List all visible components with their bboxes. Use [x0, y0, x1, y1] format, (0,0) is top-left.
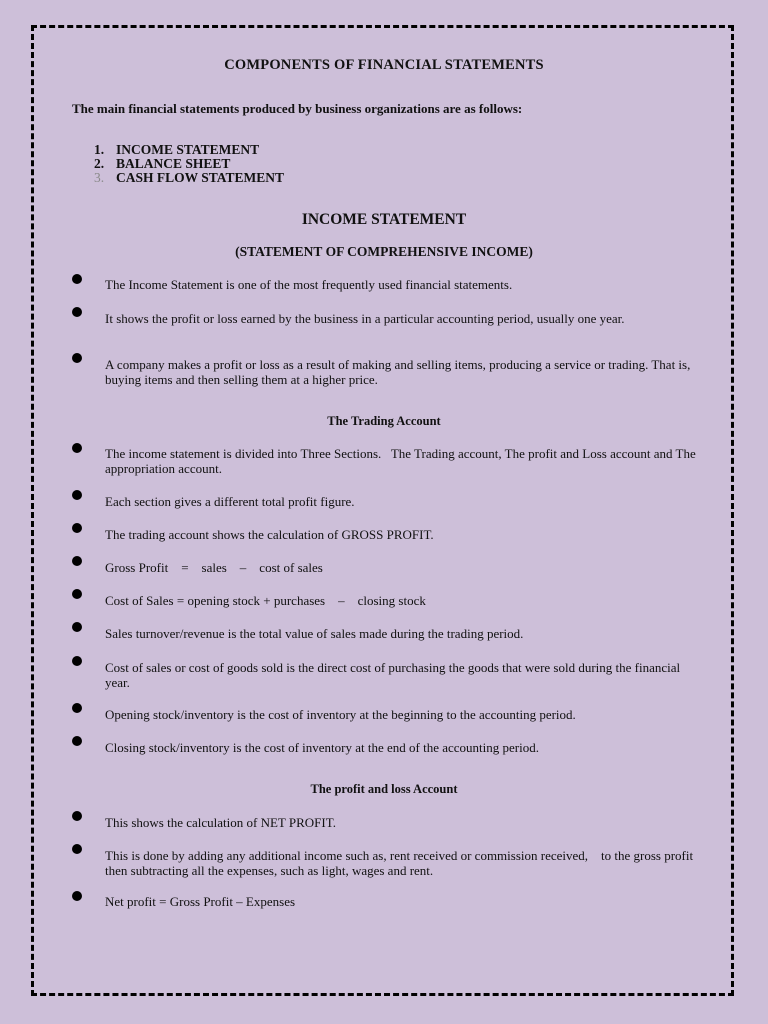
income-bullet-text: A company makes a profit or loss as a result of making and selling items, producing a service or trading. That is, buying items and then selling them at a higher price. — [105, 357, 694, 387]
bullet-icon — [72, 844, 82, 854]
trading-bullet-text: The income statement is divided into Three Sections. The Trading account, The profit and Loss account and The appropriation account. — [105, 446, 700, 476]
list-number: 2. — [94, 156, 105, 171]
document-title: COMPONENTS OF FINANCIAL STATEMENTS — [224, 57, 544, 73]
bullet-icon — [72, 353, 82, 363]
bullet-icon — [72, 274, 82, 284]
profit-loss-heading: The profit and loss Account — [310, 782, 458, 796]
list-label: BALANCE SHEET — [116, 156, 231, 171]
bullet-icon — [72, 307, 82, 317]
pl-bullet-text: This is done by adding any additional income such as, rent received or commission received, to the gross profit then subtracting all the expenses, such as light, wages and rent. — [105, 848, 697, 878]
bullet-icon — [72, 736, 82, 746]
income-bullet-text: It shows the profit or loss earned by the business in a particular accounting period, usually one year. — [105, 311, 625, 326]
list-label: INCOME STATEMENT — [116, 142, 260, 157]
bullet-icon — [72, 891, 82, 901]
bullet-icon — [72, 703, 82, 713]
pl-bullet-text: This shows the calculation of NET PROFIT. — [105, 815, 336, 830]
income-statement-subheading: (STATEMENT OF COMPREHENSIVE INCOME) — [235, 244, 533, 259]
bullet-icon — [72, 443, 82, 453]
intro-paragraph: The main financial statements produced by business organizations are as follows: — [72, 101, 523, 116]
list-number: 1. — [94, 142, 105, 157]
trading-bullet-text: Gross Profit = sales – cost of sales — [105, 560, 323, 575]
trading-bullet-text: Cost of sales or cost of goods sold is the direct cost of purchasing the goods that were sold during the financial year. — [105, 660, 684, 690]
list-label: CASH FLOW STATEMENT — [116, 170, 285, 185]
bullet-icon — [72, 589, 82, 599]
bullet-icon — [72, 490, 82, 500]
bullet-icon — [72, 811, 82, 821]
trading-account-heading: The Trading Account — [327, 414, 441, 428]
bullet-icon — [72, 523, 82, 533]
bullet-icon — [72, 556, 82, 566]
pl-bullet-text: Net profit = Gross Profit – Expenses — [105, 894, 296, 909]
trading-bullet-text: Closing stock/inventory is the cost of inventory at the end of the accounting period. — [105, 740, 539, 755]
income-bullet-text: The Income Statement is one of the most frequently used financial statements. — [105, 277, 513, 292]
list-item-cash-flow — [94, 170, 284, 186]
trading-bullet-text: Opening stock/inventory is the cost of inventory at the beginning to the accounting period. — [105, 707, 576, 722]
trading-bullet-text: Cost of Sales = opening stock + purchases – closing stock — [105, 593, 426, 608]
list-number: 3. — [94, 170, 105, 185]
trading-bullet-text: The trading account shows the calculation of GROSS PROFIT. — [105, 527, 434, 542]
bullet-icon — [72, 622, 82, 632]
trading-bullet-text: Sales turnover/revenue is the total value of sales made during the trading period. — [105, 626, 524, 641]
income-statement-heading: INCOME STATEMENT — [301, 211, 467, 228]
bullet-icon — [72, 656, 82, 666]
trading-bullet-text: Each section gives a different total profit figure. — [105, 494, 355, 509]
